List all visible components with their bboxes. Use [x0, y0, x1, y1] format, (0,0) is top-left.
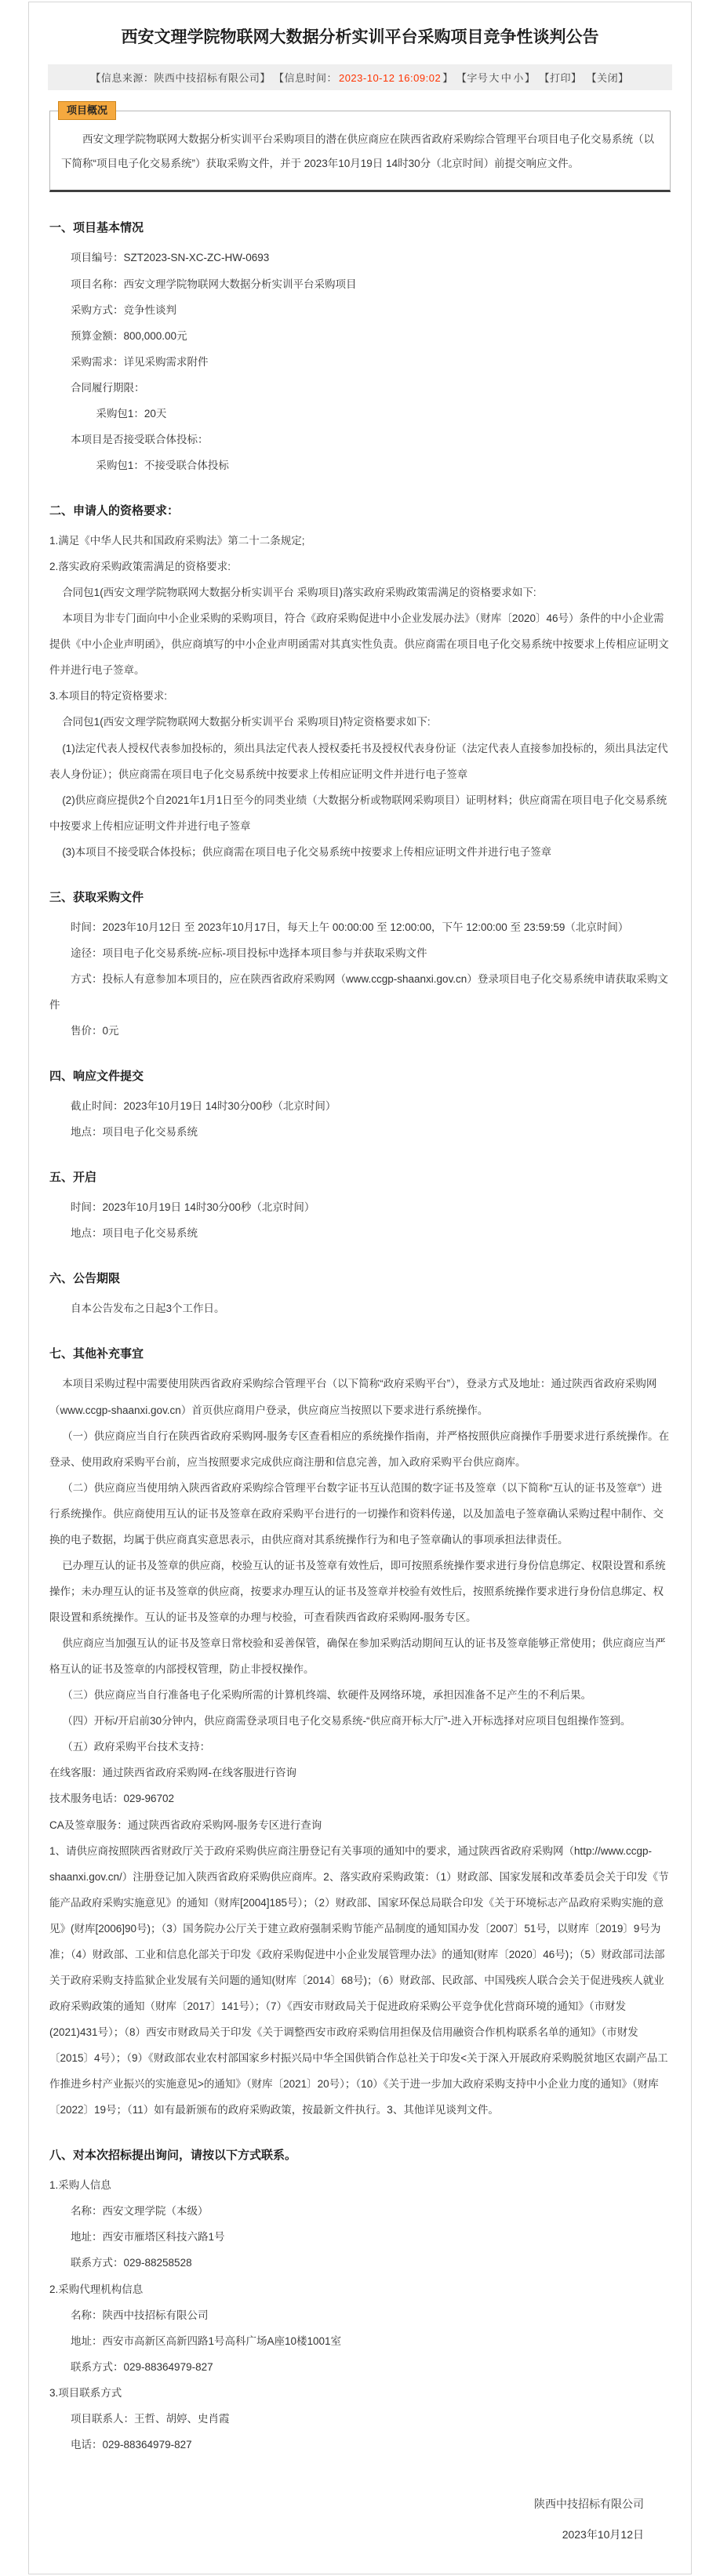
section-line: 地点：项目电子化交易系统	[71, 1126, 198, 1139]
font-size-medium-button[interactable]: 中	[500, 72, 512, 85]
font-size-suffix: 】	[524, 72, 536, 85]
section-line: （二）供应商应当使用纳入陕西省政府采购综合管理平台数字证书互认范围的数字证书及签章（以下简称“互认的证书及签章”）进行系统操作。供应商使用互认的证书及签章在政府采购平台进行的一切操作和资料传递，以及加盖电子签章确认采购过程中制作、交换的电子数据，均属于供应商真实意思表示，由供应商对其系统操作行为和电子签章确认的事项承担法律责任。	[49, 1481, 664, 1546]
info-bar	[48, 64, 672, 90]
document-section	[49, 219, 671, 478]
section-line: （四）开标/开启前30分钟内，供应商需登录项目电子化交易系统-“供应商开标大厅”-进入开标选择对应项目包组操作签到。	[62, 1715, 631, 1728]
info-time-suffix: 】	[442, 72, 453, 85]
project-overview-box	[49, 104, 671, 192]
section-line: （一）供应商应当自行在陕西省政府采购网-服务专区查看相应的系统操作指南，并严格按照供应商操作手册要求进行系统操作。在登录、使用政府采购平台前，应当按照要求完成供应商注册和信息完善，加入政府采购平台供应商库。	[49, 1430, 670, 1468]
section-line: 途径：项目电子化交易系统-应标-项目投标中选择本项目参与并获取采购文件	[71, 946, 427, 959]
section-line: 合同包1(西安文理学院物联网大数据分析实训平台 采购项目)落实政府采购政策需满足的资格要求如下:	[62, 587, 536, 599]
footer-date: 2023年10月12日	[562, 2528, 644, 2541]
document-section	[49, 1067, 671, 1145]
info-time-prefix: 【信息时间：	[273, 72, 337, 85]
section-line: 方式：投标人有意参加本项目的，应在陕西省政府采购网（www.ccgp-shaanxi.gov.cn）登录项目电子化交易系统申请获取采购文件	[49, 972, 668, 1012]
doc-footer	[48, 2489, 672, 2550]
info-time	[274, 70, 453, 85]
section-line: 本项目是否接受联合体投标：	[71, 433, 209, 445]
announcement-page	[28, 2, 692, 2574]
section-line: 1、请供应商按照陕西省财政厅关于政府采购供应商注册登记有关事项的通知中的要求，通过陕西省政府采购网（http://www.ccgp-shaanxi.gov.cn/）注册登记加入陕西省政府采购供应商库。2、落实政府采购政策：（1）财政部、国家发展和改革委员会关于印发《节能产品政府采购实施意见》的通知（财库[2004]185号）；（2）财政部、国家环保总局联合印发《关于环境标志产品政府采购实施的意见》(财库[2006]90号)；（3）国务院办公厅关于建立政府强制采购节能产品制度的通知国办发〔2007〕51号，以财库〔2019〕9号为准；（4）财政部、工业和信息化部关于印发《政府采购促进中小企业发展管理办法》的通知(财库〔2020〕46号)；（5）财政部司法部关于政府采购支持监狱企业发展有关问题的通知(财库〔2014〕68号)；（6）财政部、民政部、中国残疾人联合会关于促进残疾人就业政府采购政策的通知（财库〔2017〕141号）；（7）《西安市财政局关于促进政府采购公平竞争优化营商环境的通知》（市财发(2021)431号）；（8）西安市财政局关于印发《关于调整西安市政府采购信用担保及信用融资合作机构联系名单的通知》（市财发〔2015〕4号）；（9）《财政部农业农村部国家乡村振兴局中华全国供销合作总社关于印发<关于深入开展政府采购脱贫地区农副产品工作推进乡村产业振兴的实施意见>的通知》（财库〔2021〕20号）；（10）《关于进一步加大政府采购支持中小企业力度的通知》（财库〔2022〕19号；（11）如有最新颁布的政府采购政策，按最新文件执行。3、其他详见谈判文件。	[49, 1844, 669, 2116]
font-size-small-button[interactable]: 小	[513, 72, 524, 85]
section-line: 项目联系人：王哲、胡婷、史肖霞	[71, 2412, 230, 2425]
section-heading: 八、对本次招标提出询问，请按以下方式联系。	[49, 2149, 297, 2163]
section-line: 地址：西安市高新区高新四路1号高科广场A座10楼1001室	[71, 2334, 342, 2347]
document-section	[49, 1345, 671, 2123]
section-line: 1.满足《中华人民共和国政府采购法》第二十二条规定;	[49, 535, 305, 547]
document-section	[49, 502, 671, 865]
section-line: 地址：西安市雁塔区科技六路1号	[71, 2231, 225, 2244]
page-title: 西安文理学院物联网大数据分析实训平台采购项目竞争性谈判公告	[121, 28, 599, 46]
section-line: (1)法定代表人授权代表参加投标的，须出具法定代表人授权委托书及授权代表身份证（法定代表人直接参加投标的，须出具法定代表人身份证）；供应商需在项目电子化交易系统中按要求上传相应证明文件并进行电子签章	[49, 742, 668, 780]
section-line: （五）政府采购平台技术支持：	[62, 1741, 211, 1753]
section-line: 3.本项目的特定资格要求:	[49, 690, 168, 703]
section-line: 3.项目联系方式	[49, 2386, 122, 2399]
section-line: 联系方式：029-88258528	[71, 2257, 192, 2269]
close-button[interactable]: 【关闭】	[586, 72, 629, 85]
section-line: 预算金额：800,000.00元	[71, 329, 187, 342]
section-line: 名称：陕西中技招标有限公司	[71, 2309, 209, 2321]
section-heading: 二、申请人的资格要求：	[49, 504, 180, 518]
section-line: 2.落实政府采购政策需满足的资格要求:	[49, 561, 231, 573]
document-section	[49, 888, 671, 1044]
section-line: 供应商应当加强互认的证书及签章日常校验和妥善保管，确保在参加采购活动期间互认的证书及签章能够正常使用；供应商应当严格互认的证书及签章的内部授权管理，防止非授权操作。	[49, 1637, 666, 1676]
section-line: 截止时间：2023年10月19日 14时30分00秒（北京时间）	[71, 1100, 336, 1113]
section-line: 1.采购人信息	[49, 2179, 111, 2192]
section-line: 合同包1(西安文理学院物联网大数据分析实训平台 采购项目)特定资格要求如下:	[62, 716, 431, 728]
section-line: 采购方式：竞争性谈判	[71, 303, 176, 316]
section-line: 采购需求：详见采购需求附件	[71, 355, 209, 368]
section-line: 2.采购代理机构信息	[49, 2283, 144, 2295]
section-heading: 七、其他补充事宜	[49, 1347, 144, 1361]
sections	[48, 192, 672, 2458]
section-line: 电话：029-88364979-827	[71, 2438, 192, 2451]
section-line: 合同履行期限：	[71, 381, 145, 394]
font-size-control	[456, 70, 536, 85]
print-button[interactable]: 【打印】	[539, 72, 582, 85]
section-line: (2)供应商应提供2个自2021年1月1日至今的同类业绩（大数据分析或物联网采购项目）证明材料；供应商需在项目电子化交易系统中按要求上传相应证明文件并进行电子签章	[49, 794, 667, 832]
section-line: 售价：0元	[71, 1025, 119, 1037]
section-line: 本项目为非专门面向中小企业采购的采购项目，符合《政府采购促进中小企业发展办法》（财库〔2020〕46号）条件的中小企业需提供《中小企业声明函》，供应商填写的中小企业声明函需对其真实性负责。供应商需在项目电子化交易系统中按要求上传相应证明文件并进行电子签章。	[49, 612, 669, 677]
section-line: 本项目采购过程中需要使用陕西省政府采购综合管理平台（以下简称“政府采购平台”），登录方式及地址：通过陕西省政府采购网（www.ccgp-shaanxi.gov.cn）首页供应商用户登录，供应商应当按照以下要求进行系统操作。	[49, 1378, 657, 1416]
section-heading: 六、公告期限	[49, 1272, 121, 1286]
font-size-large-button[interactable]: 大	[489, 72, 500, 85]
section-heading: 四、响应文件提交	[49, 1070, 144, 1084]
section-line: 时间：2023年10月12日 至 2023年10月17日，每天上午 00:00:00 至 12:00:00，下午 12:00:00 至 23:59:59（北京时间）	[71, 921, 629, 933]
section-line: 项目名称：西安文理学院物联网大数据分析实训平台采购项目	[71, 278, 357, 290]
footer-company: 陕西中技招标有限公司	[534, 2497, 644, 2510]
section-line: 时间：2023年10月19日 14时30分00秒（北京时间）	[71, 1201, 315, 1214]
section-line: 采购包1：不接受联合体投标	[96, 459, 229, 471]
info-source: 【信息来源：陕西中技招标有限公司】	[90, 72, 271, 85]
overview-text: 西安文理学院物联网大数据分析实训平台采购项目的潜在供应商应在陕西省政府采购综合管理平台项目电子化交易系统（以下简称“项目电子化交易系统”）获取采购文件，并于 2023年10月19日 14时30分（北京时间）前提交响应文件。	[61, 133, 654, 170]
document-section	[49, 1270, 671, 1321]
font-size-prefix: 【字号	[456, 72, 489, 85]
section-heading: 一、项目基本情况	[49, 221, 144, 235]
section-line: 项目编号：SZT2023-SN-XC-ZC-HW-0693	[71, 252, 270, 264]
section-line: 名称：西安文理学院（本级）	[71, 2205, 209, 2218]
section-line: 在线客服：通过陕西省政府采购网-在线客服进行咨询	[49, 1767, 296, 1779]
section-line: 地点：项目电子化交易系统	[71, 1227, 198, 1240]
overview-tag: 项目概况	[58, 101, 116, 120]
section-line: （三）供应商应当自行准备电子化采购所需的计算机终端、软硬件及网络环境，承担因准备不足产生的不利后果。	[62, 1689, 592, 1702]
section-line: 技术服务电话：029-96702	[49, 1793, 175, 1805]
section-heading: 三、获取采购文件	[49, 890, 144, 904]
section-line: 已办理互认的证书及签章的供应商，校验互认的证书及签章有效性后，即可按照系统操作要求进行身份信息绑定、权限设置和系统操作；未办理互认的证书及签章的供应商，按要求办理互认的证书及签章并校验有效性后，按照系统操作要求进行身份信息绑定、权限设置和系统操作。互认的证书及签章的办理与校验，可查看陕西省政府采购网-服务专区。	[49, 1559, 666, 1624]
document-section	[49, 2146, 671, 2458]
section-line: (3)本项目不接受联合体投标；供应商需在项目电子化交易系统中按要求上传相应证明文件并进行电子签章	[62, 845, 552, 858]
info-time-value: 2023-10-12 16:09:02	[338, 72, 442, 85]
document-section	[49, 1168, 671, 1246]
section-heading: 五、开启	[49, 1171, 97, 1185]
section-line: 联系方式：029-88364979-827	[71, 2360, 213, 2373]
section-line: 自本公告发布之日起3个工作日。	[71, 1303, 225, 1315]
section-line: CA及签章服务：通过陕西省政府采购网-服务专区进行查询	[49, 1818, 322, 1831]
section-line: 采购包1：20天	[96, 407, 167, 420]
